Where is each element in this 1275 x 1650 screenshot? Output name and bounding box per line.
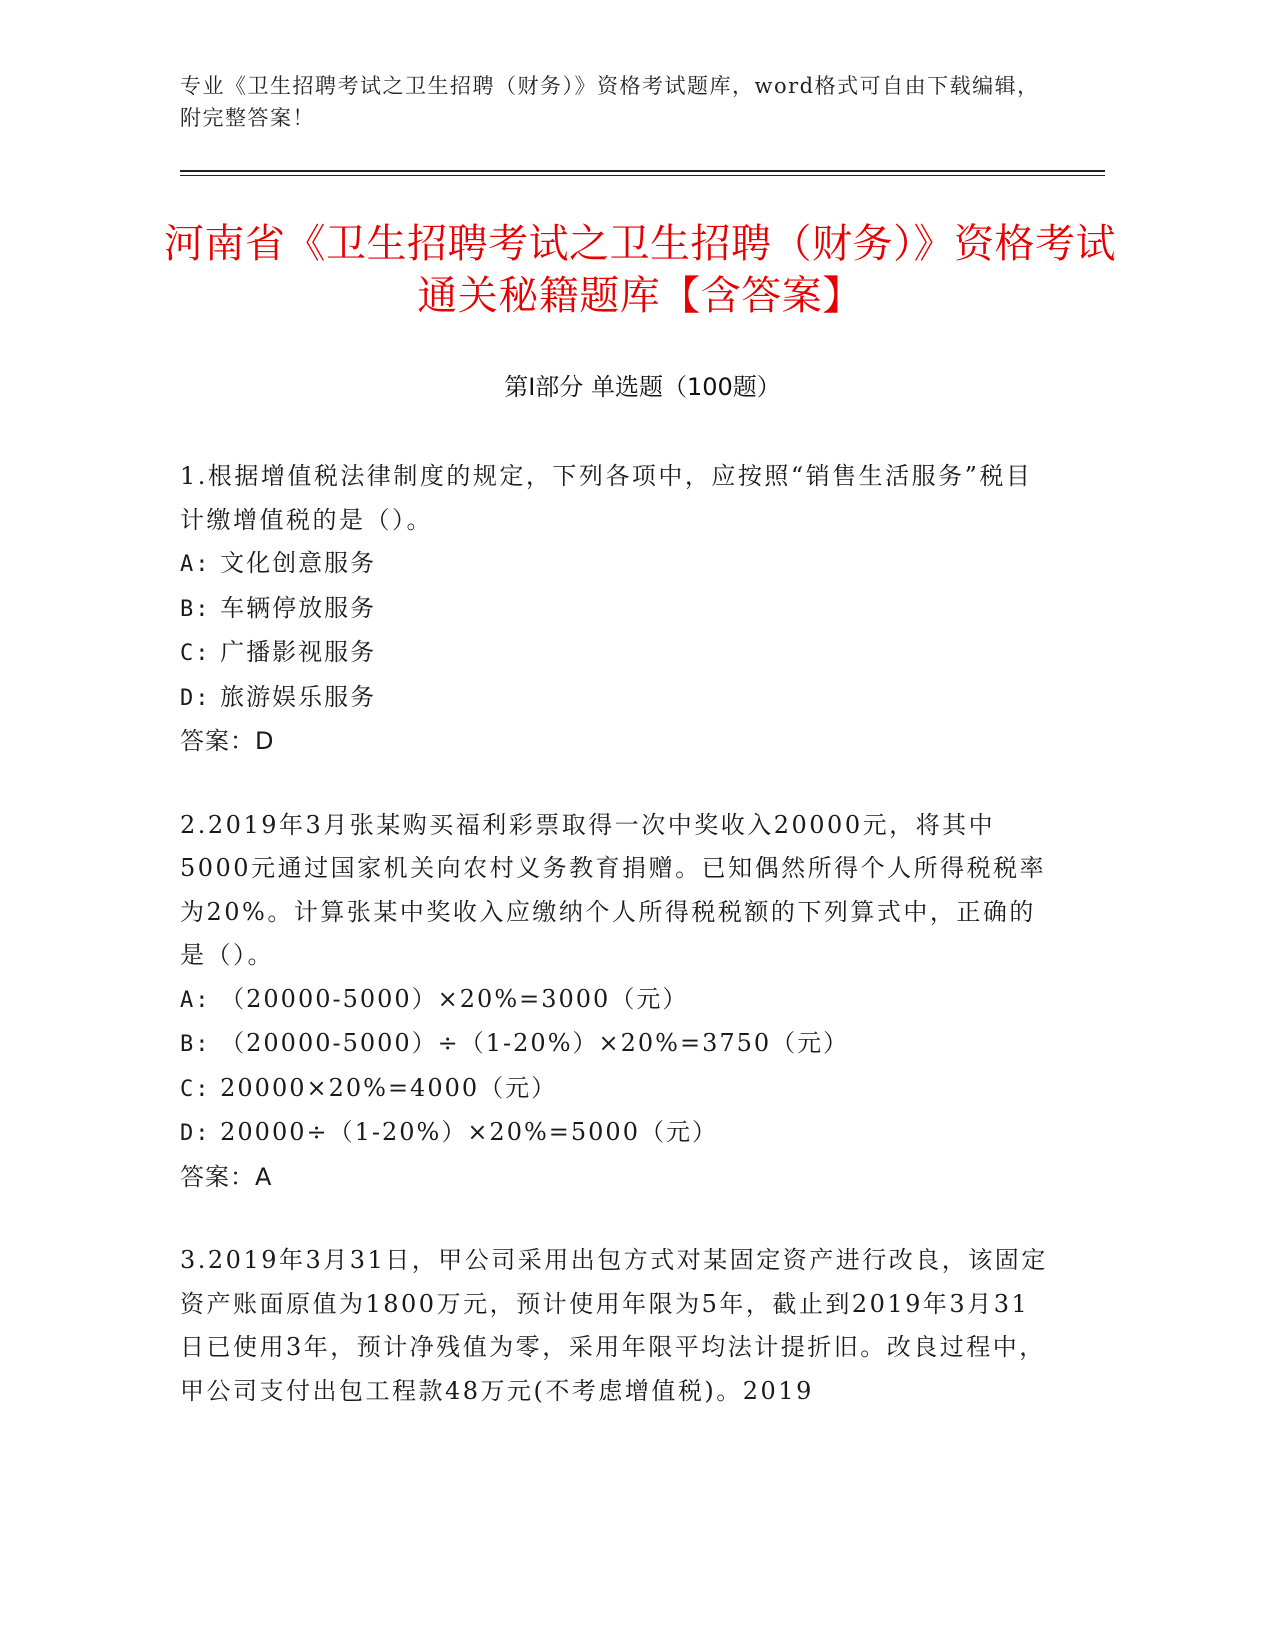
option-letter: B: (180, 1032, 211, 1057)
option-letter: A: (180, 552, 211, 577)
question-option-d (180, 1111, 1050, 1156)
question-answer: 答案：D (180, 727, 275, 755)
option-text: 文化创意服务 (220, 549, 377, 577)
option-text: （20000-5000）÷（1-20%）×20%=3750（元） (220, 1029, 850, 1057)
option-letter: D: (180, 685, 211, 711)
question-option-d (180, 676, 1050, 721)
header-divider-thick (180, 170, 1105, 172)
option-text: 车辆停放服务 (220, 593, 377, 622)
option-letter: D: (180, 1121, 211, 1146)
question-3 (180, 1239, 1050, 1413)
question-option-b (180, 587, 1050, 632)
question-stem: 2.2019年3月张某购买福利彩票取得一次中奖收入20000元，将其中5000元通过国家机关向农村义务教育捐赠。已知偶然所得个人所得税税率为20%。计算张某中奖收入应缴纳个人所得税税额的下列算式中，正确的是（）。 (180, 810, 1047, 969)
option-text: 20000×20%=4000（元） (220, 1073, 558, 1102)
question-stem: 3.2019年3月31日，甲公司采用出包方式对某固定资产进行改良，该固定资产账面原值为1800万元，预计使用年限为5年，截止到2019年3月31日已使用3年，预计净残值为零，采用年限平均法计提折旧。改良过程中，甲公司支付出包工程款48万元(不考虑增值税)。2019 (180, 1246, 1048, 1405)
question-answer: 答案：A (180, 1162, 273, 1191)
question-option-a (180, 542, 1050, 587)
section-heading: 第Ⅰ部分 单选题（100题） (504, 373, 781, 401)
question-option-c (180, 1067, 1050, 1112)
header-note: 专业《卫生招聘考试之卫生招聘（财务）》资格考试题库，word格式可自由下载编辑，附完整答案！ (180, 74, 1040, 130)
option-letter: C: (180, 1076, 211, 1102)
question-option-b (180, 1022, 1050, 1067)
option-letter: B: (180, 596, 211, 622)
question-option-c (180, 631, 1050, 676)
header-divider-thin (180, 175, 1105, 176)
question-2 (180, 804, 1050, 1200)
option-letter: C: (180, 641, 211, 666)
document-title: 河南省《卫生招聘考试之卫生招聘（财务）》资格考试通关秘籍题库【含答案】 (164, 221, 1116, 319)
question-stem: 1.根据增值税法律制度的规定，下列各项中，应按照“销售生活服务”税目计缴增值税的是（）。 (180, 462, 1033, 534)
question-1 (180, 455, 1050, 764)
option-letter: A: (180, 987, 211, 1013)
option-text: 广播影视服务 (220, 638, 377, 666)
option-text: （20000-5000）×20%=3000（元） (220, 984, 689, 1013)
option-text: 旅游娱乐服务 (220, 682, 377, 711)
question-option-a (180, 978, 1050, 1023)
option-text: 20000÷（1-20%）×20%=5000（元） (220, 1118, 718, 1146)
question-list (180, 455, 1050, 1453)
